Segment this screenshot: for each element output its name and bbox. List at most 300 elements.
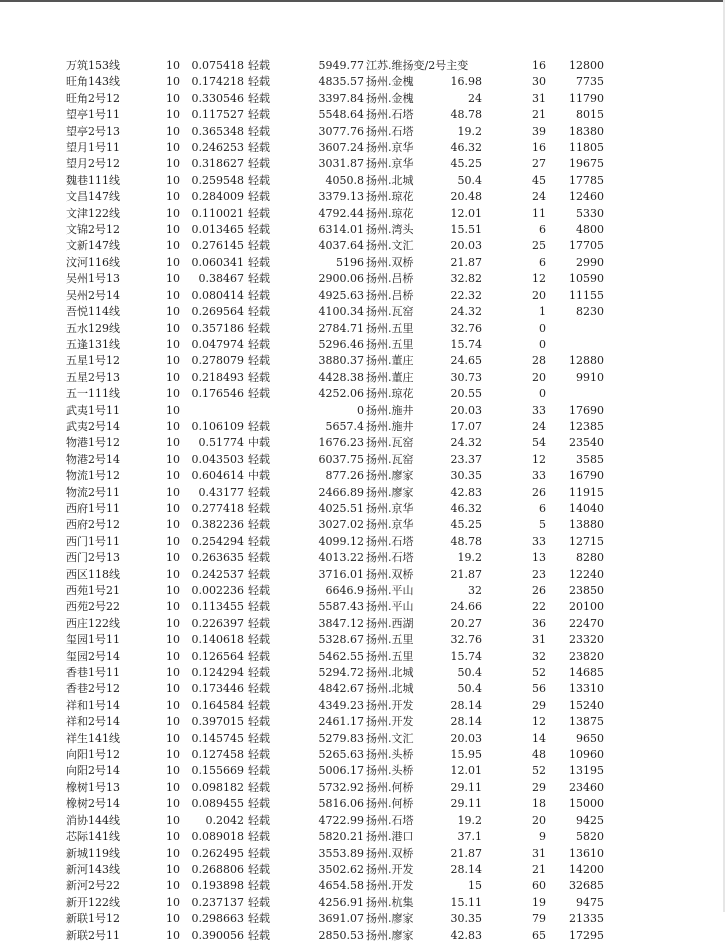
capacity-cell: 17295 [569,928,604,942]
count-cell: 24 [532,190,546,204]
load-status-cell: 轻载 [248,748,270,762]
voltage-cell: 10 [166,501,180,515]
load-ratio-cell: 0.174218 [191,75,244,89]
load-status-cell: 轻载 [248,255,270,269]
capacity-cell: 23850 [569,584,604,597]
voltage-cell: 10 [166,534,180,548]
load-ratio-cell: 0.218493 [191,370,244,384]
count-cell: 5 [539,518,546,532]
substation-cell: 扬州.石塔 [366,124,414,138]
length-cell: 5265.63 [318,748,364,762]
load-status-cell: 轻载 [248,108,270,122]
capacity-cell: 9425 [576,813,604,827]
value-cell: 37.1 [457,830,482,844]
load-ratio-cell: 0.51774 [198,436,244,450]
capacity-cell: 9475 [576,895,604,909]
voltage-cell: 10 [166,288,180,302]
table-row [0,321,725,337]
count-cell: 65 [532,928,546,942]
voltage-cell: 10 [166,206,180,220]
voltage-cell: 10 [166,337,180,351]
value-cell: 19.2 [457,124,482,138]
length-cell: 5820.21 [318,830,364,844]
feeder-name: 文锦2号12 [66,223,120,237]
count-cell: 11 [532,206,546,220]
feeder-name: 五水129线 [66,321,120,335]
load-status-cell: 轻载 [248,715,270,729]
value-cell: 20.03 [450,403,482,417]
substation-cell: 扬州.廖家 [366,485,414,499]
feeder-name: 物流2号11 [66,485,120,499]
count-cell: 54 [532,436,546,450]
value-cell: 20.48 [450,190,482,204]
count-cell: 22 [532,600,546,614]
feeder-name: 西区118线 [66,567,120,581]
length-cell: 4654.58 [318,879,364,893]
value-cell: 48.78 [450,108,482,122]
length-cell: 4792.44 [318,206,364,220]
load-status-cell: 轻载 [248,223,270,237]
table-row [0,780,725,796]
load-status-cell: 轻载 [248,59,270,72]
table-row [0,534,725,550]
feeder-name: 武夷1号11 [66,403,120,417]
load-ratio-cell: 0.318627 [191,157,244,171]
substation-cell: 扬州.京华 [366,518,414,532]
capacity-cell: 23820 [569,649,604,663]
substation-cell: 扬州.平山 [366,584,414,597]
value-cell: 12.01 [450,764,482,778]
value-cell: 16.98 [450,75,482,89]
substation-cell: 扬州.头桥 [366,764,414,778]
value-cell: 17.07 [450,419,482,433]
count-cell: 33 [532,469,546,483]
length-cell: 2461.17 [318,715,364,729]
load-ratio-cell: 0.126564 [191,649,244,663]
substation-cell: 扬州.吕桥 [366,288,414,302]
value-cell: 21.87 [450,255,482,269]
voltage-cell: 10 [166,567,180,581]
feeder-name: 望月2号12 [66,157,120,171]
count-cell: 20 [532,370,546,384]
feeder-name: 向阳2号14 [66,764,120,778]
voltage-cell: 10 [166,157,180,171]
count-cell: 0 [539,387,546,401]
count-cell: 24 [532,419,546,433]
load-ratio-cell: 0.278079 [191,354,244,368]
load-ratio-cell: 0.164584 [191,698,244,712]
feeder-name: 向阳1号12 [66,748,120,762]
feeder-name: 西苑1号21 [66,584,120,597]
voltage-cell: 10 [166,764,180,778]
load-status-cell: 轻载 [248,633,270,647]
load-status-cell: 轻载 [248,124,270,138]
table-row [0,222,725,238]
load-ratio-cell: 0.098182 [191,780,244,794]
count-cell: 56 [532,682,546,696]
table-row [0,288,725,304]
length-cell: 4050.8 [325,173,364,187]
value-cell: 32.76 [450,633,482,647]
substation-cell: 扬州.双桥 [366,846,414,860]
count-cell: 6 [539,255,546,269]
table-row [0,271,725,287]
load-ratio-cell: 0.013465 [191,223,244,237]
substation-cell: 扬州.京华 [366,157,414,171]
length-cell: 0 [357,403,364,417]
load-ratio-cell: 0.140618 [191,633,244,647]
length-cell: 4428.38 [318,370,364,384]
substation-cell: 扬州.金槐 [366,91,414,105]
capacity-cell: 13880 [569,518,604,532]
load-status-cell: 轻载 [248,584,270,597]
voltage-cell: 10 [166,518,180,532]
table-row [0,517,725,533]
table-row [0,567,725,583]
voltage-cell: 10 [166,387,180,401]
length-cell: 5657.4 [325,419,364,433]
load-ratio-cell: 0.089018 [191,830,244,844]
feeder-name: 橡树1号13 [66,780,120,794]
capacity-cell: 23460 [569,780,604,794]
voltage-cell: 10 [166,321,180,335]
table-row [0,763,725,779]
capacity-cell: 8015 [576,108,604,122]
feeder-name: 新开122线 [66,895,120,909]
load-ratio-cell: 0.2042 [205,813,244,827]
feeder-name: 五星2号13 [66,370,120,384]
feeder-name: 旺角143线 [66,75,120,89]
load-ratio-cell: 0.382236 [191,518,244,532]
capacity-cell: 9650 [576,731,604,745]
count-cell: 6 [539,501,546,515]
value-cell: 21.87 [450,567,482,581]
load-status-cell: 轻载 [248,75,270,89]
capacity-cell: 10590 [569,272,604,286]
load-status-cell: 轻载 [248,501,270,515]
capacity-cell: 14685 [569,666,604,680]
feeder-name: 祥生141线 [66,731,120,745]
length-cell: 3880.37 [318,354,364,368]
table-row [0,403,725,419]
value-cell: 32.82 [450,272,482,286]
voltage-cell: 10 [166,797,180,811]
length-cell: 3379.13 [318,190,364,204]
table-row [0,255,725,271]
voltage-cell: 10 [166,173,180,187]
value-cell: 29.11 [450,797,482,811]
capacity-cell: 2990 [576,255,604,269]
load-ratio-cell: 0.145745 [191,731,244,745]
length-cell: 3716.01 [318,567,364,581]
load-status-cell: 轻载 [248,846,270,860]
substation-cell: 扬州.瓦窑 [366,305,414,319]
substation-cell: 扬州.石塔 [366,534,414,548]
load-status-cell: 轻载 [248,649,270,663]
feeder-name: 祥和2号14 [66,715,120,729]
feeder-name: 祥和1号14 [66,698,120,712]
length-cell: 5816.06 [318,797,364,811]
load-ratio-cell: 0.075418 [191,59,244,72]
feeder-name: 西苑2号22 [66,600,120,614]
count-cell: 33 [532,403,546,417]
voltage-cell: 10 [166,780,180,794]
value-cell: 28.14 [450,862,482,876]
count-cell: 32 [532,649,546,663]
load-ratio-cell: 0.193898 [191,879,244,893]
feeder-name: 香巷1号11 [66,666,120,680]
table-row [0,189,725,205]
substation-cell: 扬州.吕桥 [366,272,414,286]
substation-cell: 扬州.施井 [366,403,414,417]
value-cell: 24 [468,91,482,105]
load-status-cell: 轻载 [248,419,270,433]
table-row [0,878,725,894]
count-cell: 33 [532,534,546,548]
table-row [0,156,725,172]
voltage-cell: 10 [166,141,180,155]
capacity-cell: 12800 [569,59,604,72]
length-cell: 4842.67 [318,682,364,696]
table-row [0,501,725,517]
voltage-cell: 10 [166,666,180,680]
value-cell: 42.83 [450,928,482,942]
length-cell: 4037.64 [318,239,364,253]
capacity-cell: 32685 [569,879,604,893]
table-row [0,140,725,156]
load-status-cell: 轻载 [248,551,270,565]
load-ratio-cell: 0.298663 [191,912,244,926]
load-status-cell: 轻载 [248,354,270,368]
voltage-cell: 10 [166,895,180,909]
voltage-cell: 10 [166,436,180,450]
load-ratio-cell: 0.269564 [191,305,244,319]
table-row [0,829,725,845]
voltage-cell: 10 [166,190,180,204]
load-status-cell: 轻载 [248,173,270,187]
value-cell: 24.32 [450,305,482,319]
capacity-cell: 11790 [569,91,604,105]
length-cell: 6314.01 [318,223,364,237]
load-ratio-cell: 0.127458 [191,748,244,762]
load-status-cell: 轻载 [248,141,270,155]
length-cell: 5732.92 [318,780,364,794]
voltage-cell: 10 [166,108,180,122]
capacity-cell: 11155 [569,288,604,302]
capacity-cell: 12880 [569,354,604,368]
table-row [0,550,725,566]
load-ratio-cell: 0.176546 [191,387,244,401]
count-cell: 52 [532,764,546,778]
table-row [0,435,725,451]
load-ratio-cell: 0.113455 [191,600,244,614]
feeder-name: 望亭1号11 [66,108,120,122]
load-status-cell: 轻载 [248,862,270,876]
capacity-cell: 11915 [569,485,604,499]
count-cell: 20 [532,813,546,827]
capacity-cell: 12715 [569,534,604,548]
capacity-cell: 17785 [569,173,604,187]
length-cell: 5294.72 [318,666,364,680]
length-cell: 2466.89 [318,485,364,499]
load-ratio-cell: 0.237137 [191,895,244,909]
table-row [0,386,725,402]
feeder-name: 西庄122线 [66,616,120,630]
load-status-cell: 轻载 [248,534,270,548]
voltage-cell: 10 [166,813,180,827]
load-status-cell: 轻载 [248,912,270,926]
load-status-cell: 轻载 [248,682,270,696]
value-cell: 50.4 [457,682,482,696]
value-cell: 32.76 [450,321,482,335]
capacity-cell: 18380 [569,124,604,138]
load-ratio-cell: 0.43177 [198,485,244,499]
substation-cell: 扬州.京华 [366,501,414,515]
voltage-cell: 10 [166,272,180,286]
capacity-cell: 7735 [576,75,604,89]
load-status-cell: 轻载 [248,272,270,286]
count-cell: 31 [532,633,546,647]
table-row [0,681,725,697]
voltage-cell: 10 [166,616,180,630]
load-ratio-cell: 0.277418 [191,501,244,515]
substation-cell: 扬州.何桥 [366,797,414,811]
load-status-cell: 轻载 [248,895,270,909]
feeder-name: 魏巷111线 [66,173,120,187]
substation-cell: 扬州.五里 [366,633,414,647]
capacity-cell: 15000 [569,797,604,811]
voltage-cell: 10 [166,731,180,745]
capacity-cell: 17705 [569,239,604,253]
voltage-cell: 10 [166,649,180,663]
substation-cell: 扬州.石塔 [366,108,414,122]
length-cell: 4252.06 [318,387,364,401]
length-cell: 4925.63 [318,288,364,302]
length-cell: 5548.64 [318,108,364,122]
load-ratio-cell: 0.254294 [191,534,244,548]
count-cell: 14 [532,731,546,745]
load-status-cell: 轻载 [248,797,270,811]
load-status-cell: 轻载 [248,387,270,401]
length-cell: 3077.76 [318,124,364,138]
capacity-cell: 13610 [569,846,604,860]
length-cell: 5462.55 [318,649,364,663]
table-row [0,895,725,911]
substation-cell: 扬州.何桥 [366,780,414,794]
voltage-cell: 10 [166,584,180,597]
capacity-cell: 4800 [576,223,604,237]
feeder-name: 芯际141线 [66,830,120,844]
substation-cell: 扬州.双桥 [366,567,414,581]
voltage-cell: 10 [166,91,180,105]
count-cell: 16 [532,59,546,72]
load-ratio-cell: 0.390056 [191,928,244,942]
feeder-name: 文昌147线 [66,190,120,204]
feeder-name: 消协144线 [66,813,120,827]
feeder-name: 五星1号12 [66,354,120,368]
capacity-cell: 12240 [569,567,604,581]
load-status-cell: 轻载 [248,813,270,827]
capacity-cell: 23540 [569,436,604,450]
substation-cell: 扬州.琼花 [366,206,414,220]
table-row [0,632,725,648]
value-cell: 20.03 [450,239,482,253]
table-row [0,238,725,254]
capacity-cell: 23320 [569,633,604,647]
length-cell: 3502.62 [318,862,364,876]
substation-cell: 扬州.双桥 [366,255,414,269]
count-cell: 12 [532,715,546,729]
length-cell: 4349.23 [318,698,364,712]
length-cell: 2850.53 [318,928,364,942]
substation-cell: 扬州.琼花 [366,387,414,401]
table-row [0,928,725,944]
substation-cell: 扬州.北城 [366,666,414,680]
load-status-cell: 轻载 [248,731,270,745]
table-row [0,583,725,599]
top-border [0,0,725,2]
substation-cell: 扬州.杭集 [366,895,414,909]
capacity-cell: 12460 [569,190,604,204]
substation-cell: 扬州.五里 [366,321,414,335]
feeder-name: 新河143线 [66,862,120,876]
voltage-cell: 10 [166,830,180,844]
length-cell: 4256.91 [318,895,364,909]
capacity-cell: 17690 [569,403,604,417]
value-cell: 20.55 [450,387,482,401]
value-cell: 30.35 [450,912,482,926]
feeder-name: 西门1号11 [66,534,120,548]
count-cell: 26 [532,584,546,597]
load-status-cell: 轻载 [248,190,270,204]
load-ratio-cell: 0.330546 [191,91,244,105]
voltage-cell: 10 [166,846,180,860]
load-status-cell: 轻载 [248,879,270,893]
substation-cell: 扬州.开发 [366,862,414,876]
capacity-cell: 3585 [576,452,604,466]
load-status-cell: 轻载 [248,337,270,351]
table-row [0,846,725,862]
load-status-cell: 轻载 [248,567,270,581]
load-ratio-cell: 0.604614 [191,469,244,483]
feeder-name: 西门2号13 [66,551,120,565]
load-ratio-cell: 0.173446 [191,682,244,696]
capacity-cell: 12385 [569,419,604,433]
load-status-cell: 中载 [248,436,270,450]
substation-cell: 扬州.董庄 [366,370,414,384]
table-row [0,747,725,763]
substation-cell: 扬州.廖家 [366,912,414,926]
feeder-name: 玺园1号11 [66,633,120,647]
table-row [0,485,725,501]
load-ratio-cell: 0.124294 [191,666,244,680]
length-cell: 4100.34 [318,305,364,319]
count-cell: 45 [532,173,546,187]
value-cell: 21.87 [450,846,482,860]
length-cell: 3607.24 [318,141,364,155]
load-ratio-cell: 0.002236 [191,584,244,597]
substation-cell: 扬州.五里 [366,337,414,351]
voltage-cell: 10 [166,633,180,647]
capacity-cell: 13875 [569,715,604,729]
value-cell: 23.37 [450,452,482,466]
value-cell: 15.11 [450,895,482,909]
load-ratio-cell: 0.262495 [191,846,244,860]
load-status-cell: 轻载 [248,928,270,942]
length-cell: 6037.75 [318,452,364,466]
table-row [0,206,725,222]
load-status-cell: 轻载 [248,288,270,302]
